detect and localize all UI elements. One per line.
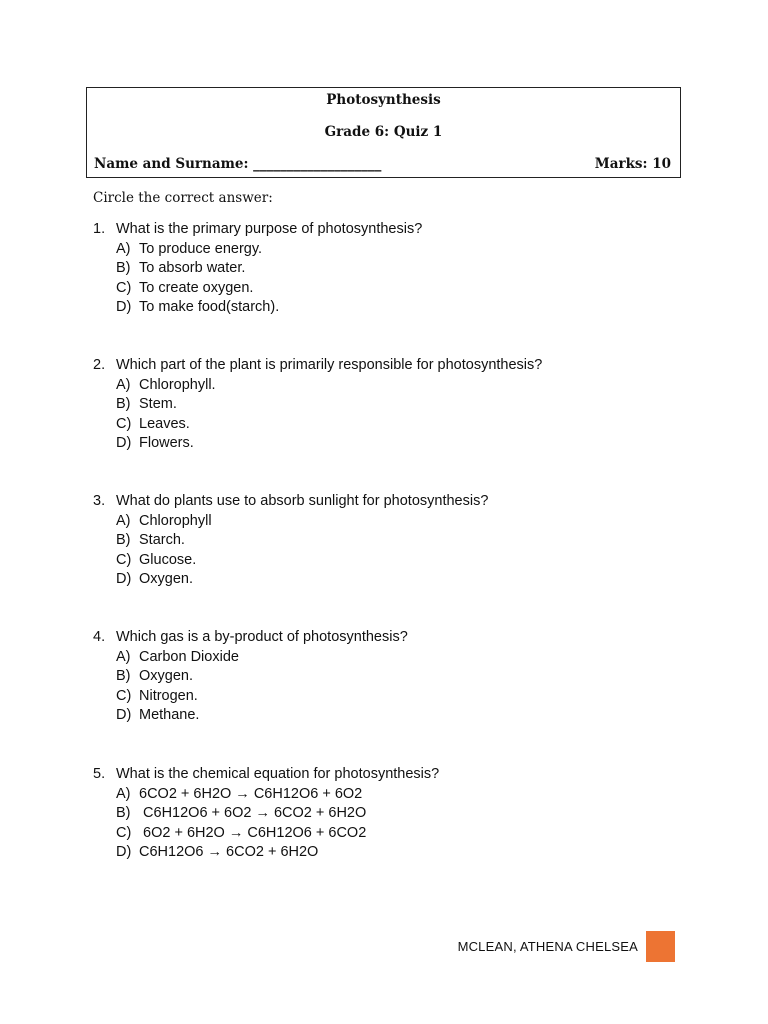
option-c[interactable] bbox=[93, 824, 439, 844]
option-c[interactable] bbox=[93, 279, 422, 299]
question-number: 5. bbox=[93, 766, 106, 782]
option-letter: B) bbox=[116, 396, 131, 412]
option-text: Flowers. bbox=[139, 435, 194, 451]
footer-accent-square bbox=[646, 931, 675, 962]
option-letter: C) bbox=[116, 415, 132, 432]
option-text: C6H12O6 → 6CO2 + 6H2O bbox=[139, 844, 319, 860]
question-number: 3. bbox=[93, 493, 106, 509]
option-b[interactable] bbox=[93, 259, 422, 279]
option-letter: D) bbox=[116, 299, 132, 315]
question-text: Which part of the plant is primarily responsible for photosynthesis? bbox=[116, 357, 543, 373]
option-a[interactable] bbox=[93, 785, 439, 805]
option-a[interactable] bbox=[93, 512, 488, 532]
option-d[interactable] bbox=[93, 570, 488, 590]
option-letter: C) bbox=[116, 279, 132, 296]
option-letter: C) bbox=[116, 687, 132, 704]
quiz-grade: Grade 6: Quiz 1 bbox=[324, 124, 443, 140]
option-letter: B) bbox=[116, 260, 131, 276]
option-letter: A) bbox=[116, 512, 131, 529]
option-letter: D) bbox=[116, 707, 132, 723]
option-c[interactable] bbox=[93, 551, 488, 571]
option-letter: A) bbox=[116, 785, 131, 802]
option-text: Methane. bbox=[139, 707, 200, 723]
question-text: Which gas is a by-product of photosynthesis? bbox=[116, 629, 408, 645]
question-3 bbox=[93, 492, 488, 590]
quiz-header-box bbox=[86, 87, 681, 178]
option-letter: A) bbox=[116, 648, 131, 665]
question-2 bbox=[93, 356, 542, 454]
name-surname-field: Name and Surname: ___________________ bbox=[94, 156, 382, 172]
option-d[interactable] bbox=[93, 706, 408, 726]
option-b[interactable] bbox=[93, 531, 488, 551]
option-b[interactable] bbox=[93, 667, 408, 687]
option-text: Carbon Dioxide bbox=[139, 648, 239, 665]
instruction-text: Circle the correct answer: bbox=[93, 190, 273, 206]
question-4 bbox=[93, 628, 408, 726]
author-name: MCLEAN, ATHENA CHELSEA bbox=[457, 939, 638, 954]
question-number: 4. bbox=[93, 629, 106, 645]
question-text: What do plants use to absorb sunlight for photosynthesis? bbox=[116, 493, 489, 509]
option-text: To create oxygen. bbox=[139, 279, 254, 296]
option-text: Oxygen. bbox=[139, 668, 193, 684]
option-text: Oxygen. bbox=[139, 571, 193, 587]
quiz-title: Photosynthesis bbox=[326, 92, 441, 108]
option-text: To make food(starch). bbox=[139, 299, 280, 315]
marks-label: Marks: 10 bbox=[594, 156, 671, 172]
question-text: What is the primary purpose of photosynthesis? bbox=[116, 221, 423, 237]
option-c[interactable] bbox=[93, 415, 542, 435]
option-text: Nitrogen. bbox=[139, 687, 198, 704]
option-text: C6H12O6 + 6O2 → 6CO2 + 6H2O bbox=[139, 805, 367, 821]
option-letter: B) bbox=[116, 532, 131, 548]
option-a[interactable] bbox=[93, 376, 542, 396]
option-a[interactable] bbox=[93, 240, 422, 260]
option-b[interactable] bbox=[93, 804, 439, 824]
option-text: 6CO2 + 6H2O → C6H12O6 + 6O2 bbox=[139, 785, 363, 802]
option-text: Chlorophyll bbox=[139, 512, 212, 529]
option-text: Stem. bbox=[139, 396, 177, 412]
option-d[interactable] bbox=[93, 434, 542, 454]
option-letter: A) bbox=[116, 240, 131, 257]
question-text: What is the chemical equation for photosynthesis? bbox=[116, 766, 440, 782]
option-text: Leaves. bbox=[139, 415, 190, 432]
option-text: To absorb water. bbox=[139, 260, 246, 276]
option-letter: D) bbox=[116, 571, 132, 587]
option-letter: C) bbox=[116, 824, 132, 841]
option-text: Chlorophyll. bbox=[139, 376, 216, 393]
option-d[interactable] bbox=[93, 843, 439, 863]
option-text: Glucose. bbox=[139, 551, 197, 568]
question-number: 1. bbox=[93, 221, 106, 237]
question-5 bbox=[93, 765, 439, 863]
question-number: 2. bbox=[93, 357, 106, 373]
option-letter: C) bbox=[116, 551, 132, 568]
option-c[interactable] bbox=[93, 687, 408, 707]
option-letter: B) bbox=[116, 668, 131, 684]
option-letter: D) bbox=[116, 435, 132, 451]
option-text: To produce energy. bbox=[139, 240, 263, 257]
question-1 bbox=[93, 220, 422, 318]
option-b[interactable] bbox=[93, 395, 542, 415]
option-letter: D) bbox=[116, 844, 132, 860]
option-letter: B) bbox=[116, 805, 131, 821]
option-letter: A) bbox=[116, 376, 131, 393]
option-text: Starch. bbox=[139, 532, 185, 548]
option-a[interactable] bbox=[93, 648, 408, 668]
option-text: 6O2 + 6H2O → C6H12O6 + 6CO2 bbox=[139, 824, 367, 841]
option-d[interactable] bbox=[93, 298, 422, 318]
